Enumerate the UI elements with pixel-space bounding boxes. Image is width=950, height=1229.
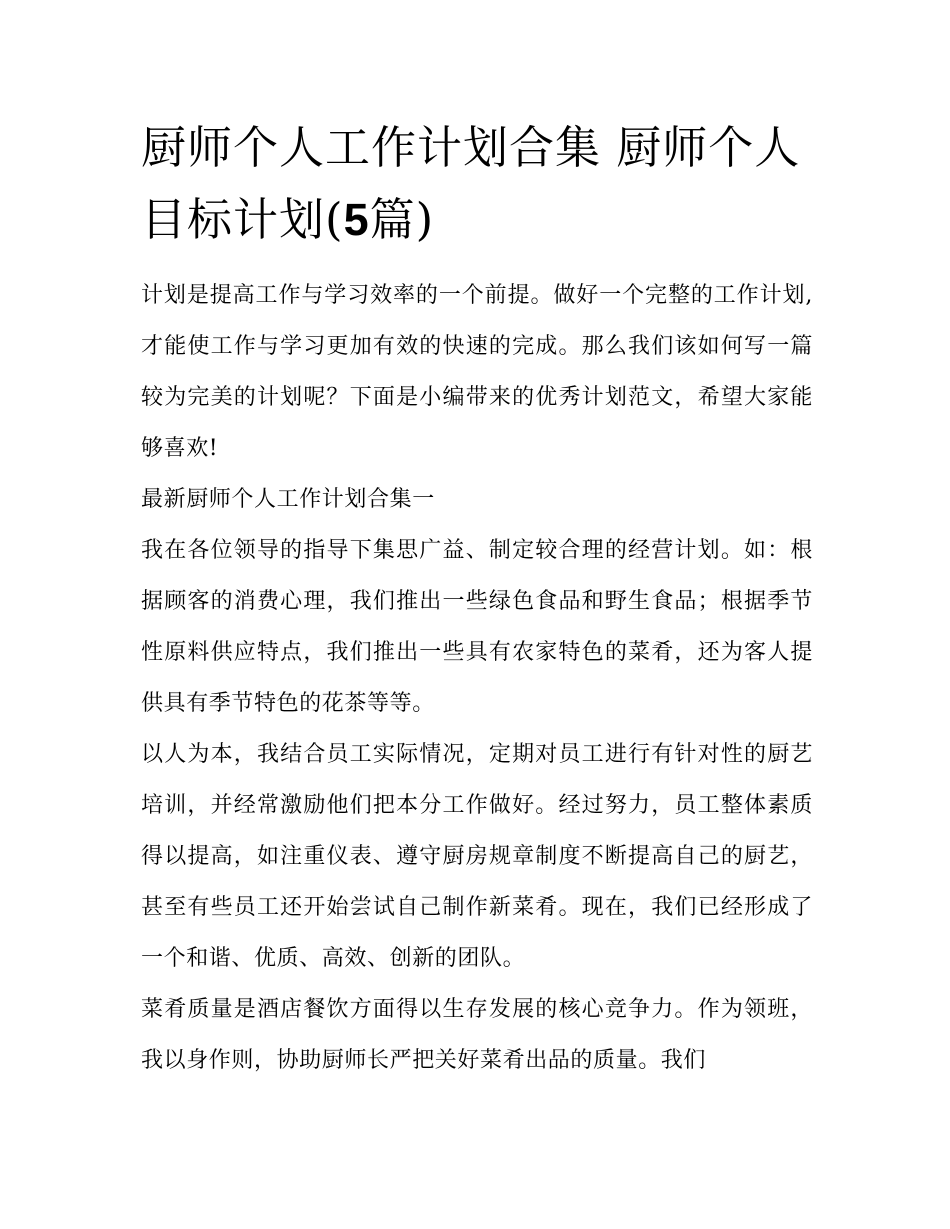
body-paragraph-planning: 我在各位领导的指导下集思广益、制定较合理的经营计划。如：根据顾客的消费心理，我们推出一些绿色食品和野生食品；根据季节性原料供应特点，我们推出一些具有农家特色的菜肴，还为客人提供具有季节特色的花茶等等。 (141, 538, 813, 716)
title-text-part1: 厨师个人工作计划合集 厨师个人目标计划( (141, 121, 801, 246)
body-paragraph-training: 以人为本，我结合员工实际情况，定期对员工进行有针对性的厨艺培训，并经常激励他们把本分工作做好。经过努力，员工整体素质得以提高，如注重仪表、遵守厨房规章制度不断提高自己的厨艺，甚至有些员工还开始尝试自己制作新菜肴。现在，我们已经形成了一个和谐、优质、高效、创新的团队。 (141, 742, 813, 971)
title-text-part2: 篇) (369, 193, 435, 246)
document-content (141, 112, 813, 1086)
document-title (141, 112, 813, 256)
section-heading: 最新厨师个人工作计划合集一 (141, 487, 435, 512)
intro-paragraph: 计划是提高工作与学习效率的一个前提。做好一个完整的工作计划,才能使工作与学习更加有效的快速的完成。那么我们该如何写一篇较为完美的计划呢？下面是小编带来的优秀计划范文，希望大家能够喜欢! (141, 283, 813, 461)
body-paragraph-quality: 菜肴质量是酒店餐饮方面得以生存发展的核心竞争力。作为领班，我以身作则，协助厨师长严把关好菜肴出品的质量。我们 (141, 997, 813, 1073)
title-number: 5 (343, 194, 370, 245)
